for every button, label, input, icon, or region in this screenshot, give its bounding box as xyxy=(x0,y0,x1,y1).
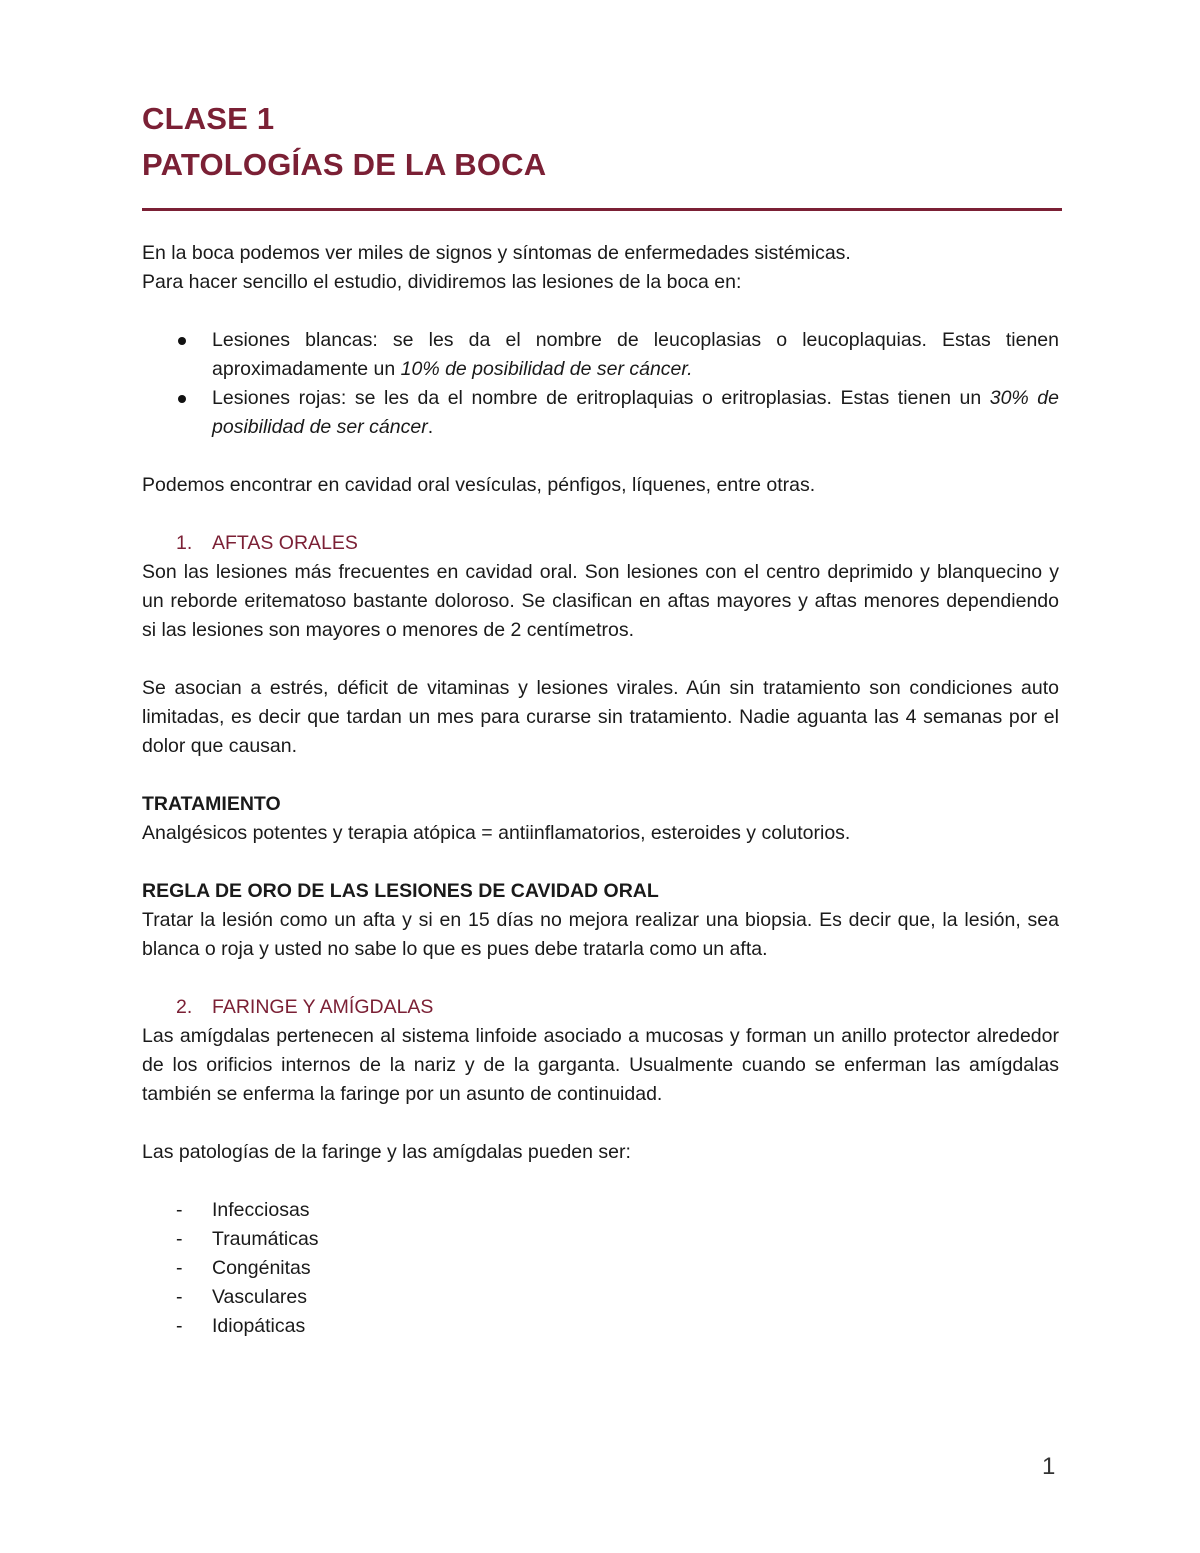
list-item: - Congénitas xyxy=(176,1257,311,1279)
faringe-paragraph-1: Las amígdalas pertenecen al sistema linfoide asociado a mucosas y forman un anillo protector alrededor de los orificios internos de la nariz y de la garganta. Usualmente cuando se enferman las amígdalas también se enferma la faringe por un asunto de continuidad. xyxy=(142,1025,1059,1105)
page-title-class: CLASE 1 xyxy=(142,101,275,136)
list-item: - Idiopáticas xyxy=(176,1315,306,1337)
list-item: - Infecciosas xyxy=(176,1199,310,1221)
other-lesions-paragraph: Podemos encontrar en cavidad oral vesículas, pénfigos, líquenes, entre otras. xyxy=(142,474,816,496)
page-title-topic: PATOLOGÍAS DE LA BOCA xyxy=(142,147,547,182)
treatment-text: Analgésicos potentes y terapia atópica = antiinflamatorios, esteroides y colutorios. xyxy=(142,822,851,844)
list-item-red-lesions: Lesiones rojas: se les da el nombre de eritroplaquias o eritroplasias. Estas tienen un 30% de posibilidad de ser cáncer. xyxy=(142,384,1059,442)
document-page xyxy=(142,96,1059,1341)
bullet-icon xyxy=(178,337,186,345)
intro-paragraph-1: En la boca podemos ver miles de signos y síntomas de enfermedades sistémicas. xyxy=(142,242,851,264)
golden-rule-heading: REGLA DE ORO DE LAS LESIONES DE CAVIDAD ORAL xyxy=(142,880,659,902)
list-item: - Vasculares xyxy=(176,1286,308,1308)
list-item: - Traumáticas xyxy=(176,1228,319,1250)
faringe-paragraph-2: Las patologías de la faringe y las amígdalas pueden ser: xyxy=(142,1141,631,1163)
lesion-types-list xyxy=(142,326,1059,442)
section-heading-aftas: 1. AFTAS ORALES xyxy=(176,532,358,554)
treatment-heading: TRATAMIENTO xyxy=(142,793,281,815)
intro-paragraph-2: Para hacer sencillo el estudio, dividiremos las lesiones de la boca en: xyxy=(142,271,742,293)
pathology-types-list xyxy=(142,1196,1059,1341)
title-divider xyxy=(142,208,1062,211)
list-item-white-lesions: Lesiones blancas: se les da el nombre de leucoplasias o leucoplaquias. Estas tienen aproximadamente un 10% de posibilidad de ser cáncer. xyxy=(142,326,1059,384)
section-heading-faringe: 2. FARINGE Y AMÍGDALAS xyxy=(176,996,434,1018)
bullet-icon xyxy=(178,395,186,403)
page-number: 1 xyxy=(1042,1453,1056,1480)
golden-rule-text: Tratar la lesión como un afta y si en 15 días no mejora realizar una biopsia. Es decir que, la lesión, sea blanca o roja y usted no sabe lo que es pues debe tratarla como un afta. xyxy=(142,909,1059,960)
aftas-paragraph-2: Se asocian a estrés, déficit de vitaminas y lesiones virales. Aún sin tratamiento son condiciones auto limitadas, es decir que tardan un mes para curarse sin tratamiento. Nadie aguanta las 4 semanas por el dolor que causan. xyxy=(142,677,1059,757)
aftas-paragraph-1: Son las lesiones más frecuentes en cavidad oral. Son lesiones con el centro deprimido y blanquecino y un reborde eritematoso bastante doloroso. Se clasifican en aftas mayores y aftas menores dependiendo si las lesiones son mayores o menores de 2 centímetros. xyxy=(142,561,1059,641)
